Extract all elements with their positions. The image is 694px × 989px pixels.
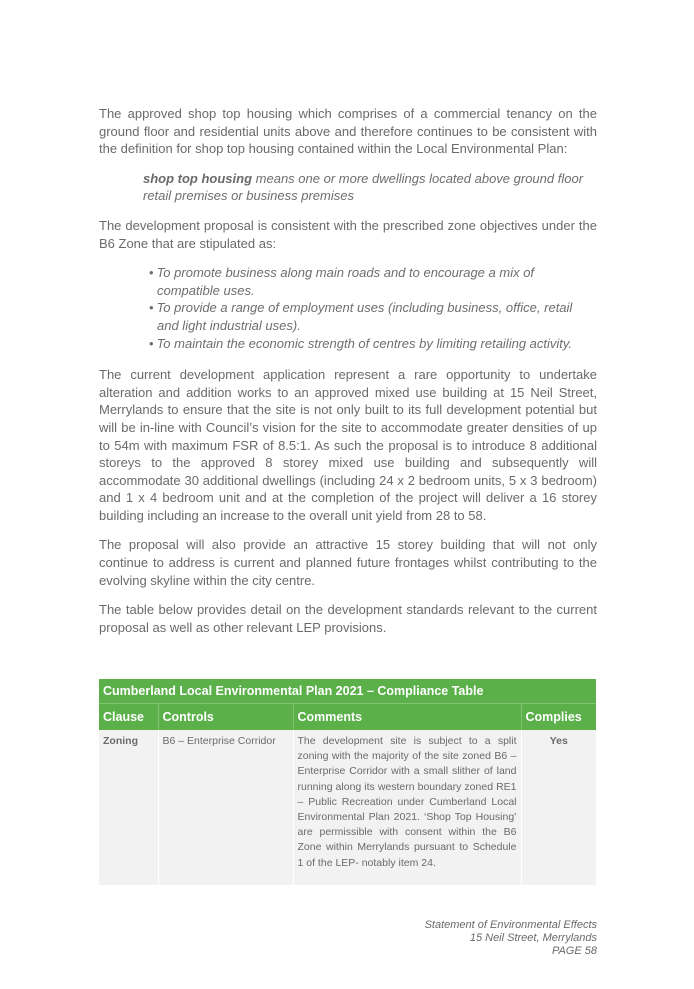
- paragraph-shop-top-housing: The approved shop top housing which comprises of a commercial tenancy on the ground floor and residential units above and therefore continues to be consistent with the definition for shop top housing contained within the Local Environmental Plan:: [99, 106, 597, 157]
- cell-complies: Yes: [521, 730, 596, 885]
- objectives-list: [143, 264, 597, 352]
- cell-controls: B6 – Enterprise Corridor: [158, 730, 293, 885]
- paragraph-table-intro: The table below provides detail on the development standards relevant to the current proposal as well as other relevant LEP provisions.: [99, 602, 597, 635]
- header-controls: Controls: [158, 704, 293, 731]
- cell-clause: Zoning: [99, 730, 158, 885]
- table-row: [99, 730, 596, 885]
- list-item: • To maintain the economic strength of centres by limiting retailing activity.: [149, 335, 573, 351]
- definition-quote: [143, 170, 597, 205]
- paragraph-development-application: The current development application represent a rare opportunity to undertake alteration and addition works to an approved mixed use building at 15 Neil Street, Merrylands to ensure that the site is not only built to its full development potential but will be in-line with Council’s vision for the site to accommodate greater densities of up to 54m with maximum FSR of 8.5:1. As such the proposal is to introduce 8 additional storeys to the approved 8 storey mixed use building and subsequently will accommodate 30 additional dwellings (including 24 x 2 bedroom units, 5 x 3 bedroom) and 1 x 4 bedroom unit and at the completion of the project will deliver a 16 storey building including an increase to the overall unit yield from 28 to 58.: [99, 367, 597, 523]
- table-title-row: [99, 679, 596, 704]
- paragraph-zone-objectives: The development proposal is consistent with the prescribed zone objectives under the B6 Zone that are stipulated as:: [99, 217, 597, 251]
- list-item: • To promote business along main roads and to encourage a mix of compatible uses.: [149, 265, 535, 298]
- definition-text: means one or more dwellings located above ground floor retail premises or business premises: [143, 170, 584, 204]
- bullet-icon: •: [149, 265, 154, 281]
- cell-comments: The development site is subject to a split zoning with the majority of the site zoned B6 – Enterprise Corridor with a small slither of land running along its western boundary zoned RE1 – Public Recreation under Cumberland Local Environmental Plan 2021. ‘Shop Top Housing’ are permissible with consent within the B6 Zone within Merrylands pursuant to Schedule 1 of the LEP- notably item 24.: [293, 730, 521, 885]
- footer-address: 15 Neil Street, Merrylands: [469, 932, 597, 944]
- compliance-table: [99, 679, 596, 885]
- footer-document-title: Statement of Environmental Effects: [424, 919, 597, 931]
- table-header-row: [99, 704, 596, 731]
- header-complies: Complies: [521, 704, 596, 731]
- header-comments: Comments: [293, 704, 521, 731]
- paragraph-attractive-building: The proposal will also provide an attractive 15 storey building that will not only continue to address is current and planned future frontages whilst contributing to the evolving skyline within the city centre.: [99, 537, 597, 588]
- footer-page-number: PAGE 58: [551, 945, 597, 957]
- bullet-icon: •: [149, 300, 154, 316]
- header-clause: Clause: [99, 704, 158, 731]
- definition-term: shop top housing: [143, 170, 253, 186]
- list-item: • To provide a range of employment uses (including business, office, retail and light industrial uses).: [149, 300, 573, 333]
- document-body: [99, 105, 597, 648]
- table-title: Cumberland Local Environmental Plan 2021 – Compliance Table: [99, 679, 596, 704]
- bullet-icon: •: [149, 335, 154, 351]
- page-footer: [425, 919, 597, 958]
